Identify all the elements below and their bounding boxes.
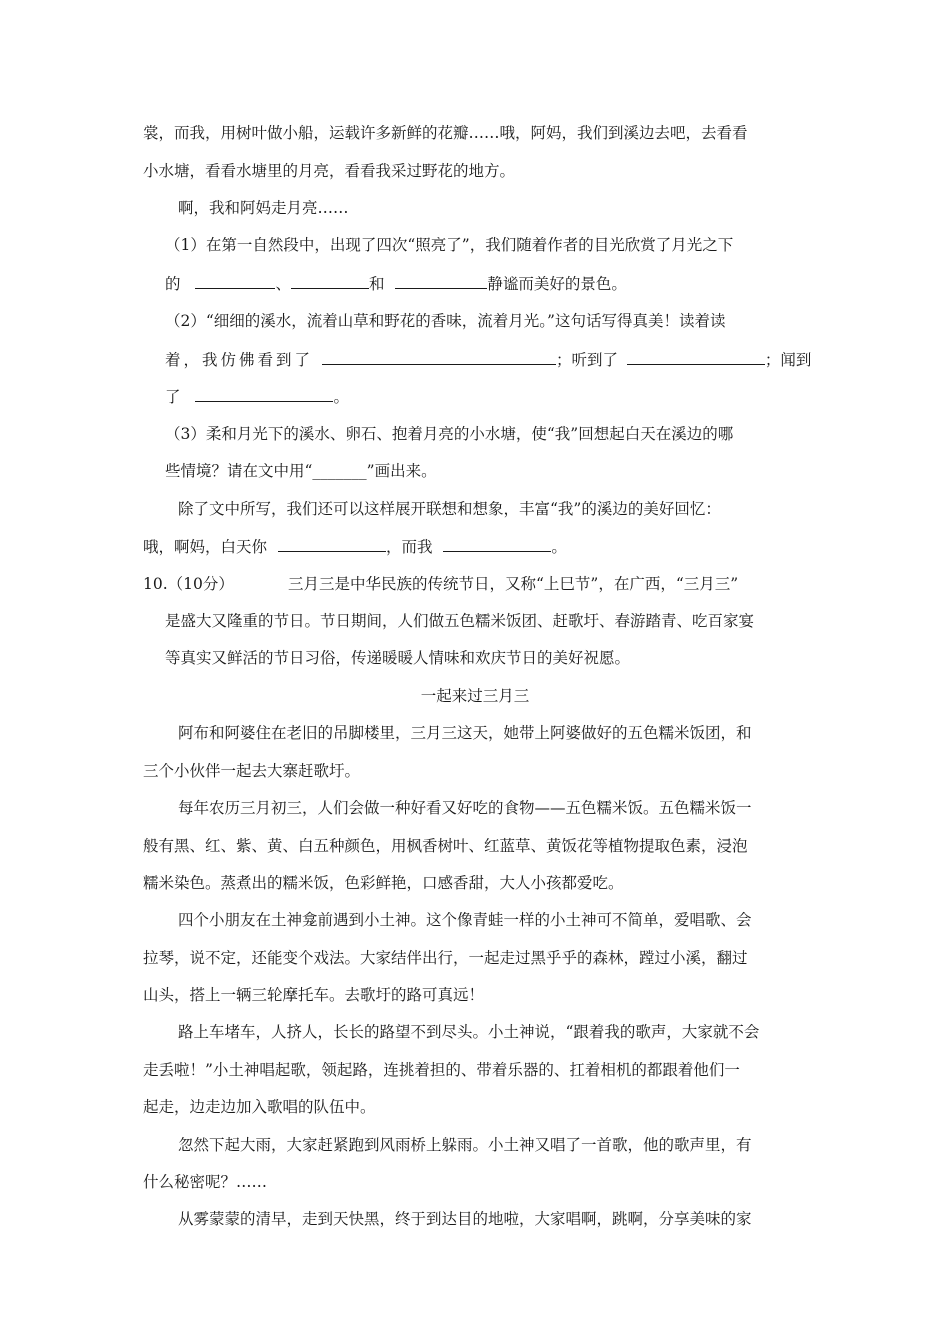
passage-line: 裳，而我，用树叶做小船，运载许多新鲜的花瓣……哦，阿妈，我们到溪边去吧，去看看 xyxy=(143,124,748,142)
extension-answer-line xyxy=(143,536,567,557)
answer-blank[interactable] xyxy=(322,349,556,365)
question-3-line: 些情境？请在文中用“_______”画出来。 xyxy=(165,462,437,480)
question-2-answer-line xyxy=(165,349,811,370)
question-2-answer-line xyxy=(165,386,349,407)
separator: 和 xyxy=(368,275,385,293)
passage-line: 啊，我和阿妈走月亮…… xyxy=(178,199,349,217)
story-line: 糯米染色。蒸煮出的糯米饭，色彩鲜艳，口感香甜，大人小孩都爱吃。 xyxy=(143,874,624,892)
story-line: 四个小朋友在土神龛前遇到小土神。这个像青蛙一样的小土神可不简单，爱唱歌、会 xyxy=(178,911,752,929)
question-10-intro: 是盛大又隆重的节日。节日期间，人们做五色糯米饭团、赶歌圩、春游踏青、吃百家宴 xyxy=(165,612,755,630)
question-10-number: 10.（10分） xyxy=(143,575,234,593)
answer-blank[interactable] xyxy=(195,273,275,289)
question-10-intro: 等真实又鲜活的节日习俗，传递暖暖人情味和欢庆节日的美好祝愿。 xyxy=(165,649,631,667)
story-line: 忽然下起大雨，大家赶紧跑到风雨桥上躲雨。小土神又唱了一首歌，他的歌声里，有 xyxy=(178,1136,752,1154)
question-2-text: 。 xyxy=(333,388,349,406)
story-line: 每年农历三月初三，人们会做一种好看又好吃的食物——五色糯米饭。五色糯米饭一 xyxy=(178,799,752,817)
story-line: 般有黑、红、紫、黄、白五种颜色，用枫香树叶、红蓝草、黄饭花等植物提取色素，浸泡 xyxy=(143,837,748,855)
passage-line: 小水塘，看看水塘里的月亮，看看我采过野花的地方。 xyxy=(143,162,516,180)
answer-blank[interactable] xyxy=(395,273,487,289)
extension-text: 。 xyxy=(551,538,567,556)
story-line: 三个小伙伴一起去大寨赶歌圩。 xyxy=(143,762,361,780)
answer-blank[interactable] xyxy=(627,349,765,365)
story-title: 一起来过三月三 xyxy=(420,687,530,705)
story-line: 山头，搭上一辆三轮摩托车。去歌圩的路可真远！ xyxy=(143,986,485,1004)
answer-blank[interactable] xyxy=(291,273,369,289)
story-line: 走丢啦！”小土神唱起歌，领起路，连挑着担的、带着乐器的、扛着相机的都跟着他们一 xyxy=(143,1061,740,1079)
question-2-line: （2）“细细的溪水，流着山草和野花的香味，流着月光。”这句话写得真美！读着读 xyxy=(165,312,726,330)
story-line: 拉琴，说不定，还能变个戏法。大家结伴出行，一起走过黑乎乎的森林，蹚过小溪，翻过 xyxy=(143,949,748,967)
question-1-answer-line xyxy=(165,273,627,294)
question-10-intro: 三月三是中华民族的传统节日，又称“上巳节”，在广西，“三月三” xyxy=(288,575,739,593)
question-2-text: 了 xyxy=(165,388,181,406)
separator: 、 xyxy=(275,275,291,293)
story-line: 阿布和阿婆住在老旧的吊脚楼里，三月三这天，她带上阿婆做好的五色糯米饭团，和 xyxy=(178,724,752,742)
question-1-suffix: 静谧而美好的景色。 xyxy=(487,275,627,293)
question-2-text: ；听到了 xyxy=(555,351,618,369)
story-line: 路上车堵车，人挤人，长长的路望不到尽头。小土神说，“跟着我的歌声，大家就不会 xyxy=(178,1023,760,1041)
extension-text: ，而我 xyxy=(385,538,433,556)
answer-blank[interactable] xyxy=(278,536,386,552)
extension-text: 哦，啊妈，白天你 xyxy=(143,538,268,556)
question-1-prefix: 的 xyxy=(165,275,181,293)
story-line: 从雾蒙蒙的清早，走到天快黑，终于到达目的地啦，大家唱啊，跳啊，分享美味的家 xyxy=(178,1210,752,1228)
extension-line: 除了文中所写，我们还可以这样展开联想和想象，丰富“我”的溪边的美好回忆： xyxy=(178,500,721,518)
question-3-line: （3）柔和月光下的溪水、卵石、抱着月亮的小水塘，使“我”回想起白天在溪边的哪 xyxy=(165,425,734,443)
question-1-line: （1）在第一自然段中，出现了四次“照亮了”，我们随着作者的目光欣赏了月光之下 xyxy=(165,236,734,254)
answer-blank[interactable] xyxy=(195,386,333,402)
story-line: 什么秘密呢？…… xyxy=(143,1173,268,1191)
answer-blank[interactable] xyxy=(443,536,551,552)
question-2-text: 着，我仿佛看到了 xyxy=(165,351,314,369)
question-2-text: ；闻到 xyxy=(764,351,812,369)
story-line: 起走，边走边加入歌唱的队伍中。 xyxy=(143,1098,376,1116)
